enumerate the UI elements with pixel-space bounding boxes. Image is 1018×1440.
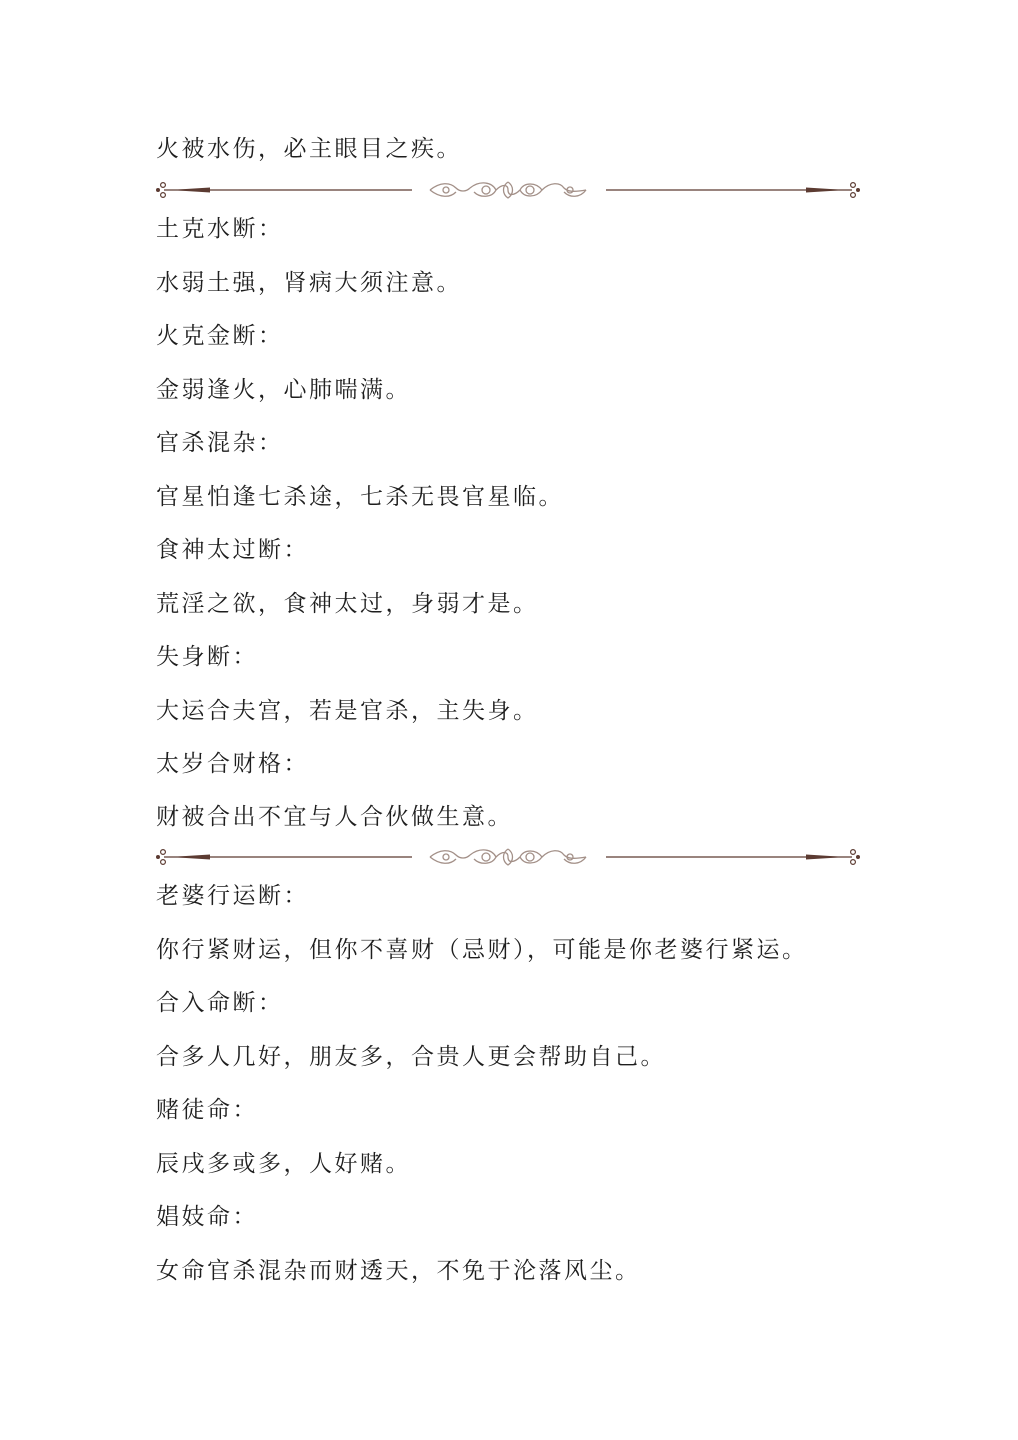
section-heading: 老婆行运断： <box>156 883 309 909</box>
text-line: 女命官杀混杂而财透天，不免于沦落风尘。 <box>156 1258 641 1284</box>
section-heading: 火克金断： <box>156 323 284 349</box>
section-heading: 食神太过断： <box>156 537 309 563</box>
section-heading: 赌徒命： <box>156 1097 258 1123</box>
section-heading: 合入命断： <box>156 990 284 1016</box>
divider-ornament <box>150 845 866 869</box>
section-heading: 失身断： <box>156 644 258 670</box>
text-line: 金弱逢火，心肺喘满。 <box>156 377 411 403</box>
ornamental-divider <box>150 178 866 202</box>
text-line: 水弱土强，肾病大须注意。 <box>156 270 462 296</box>
text-line: 火被水伤，必主眼目之疾。 <box>156 136 462 162</box>
ornamental-divider <box>150 845 866 869</box>
text-line: 官星怕逢七杀途，七杀无畏官星临。 <box>156 484 564 510</box>
text-line: 荒淫之欲，食神太过，身弱才是。 <box>156 591 539 617</box>
text-line: 辰戌多或多，人好赌。 <box>156 1151 411 1177</box>
divider-ornament <box>150 178 866 202</box>
text-line: 合多人几好，朋友多，合贵人更会帮助自己。 <box>156 1044 666 1070</box>
text-line: 大运合夫宫，若是官杀，主失身。 <box>156 698 539 724</box>
text-line: 你行紧财运，但你不喜财（忌财），可能是你老婆行紧运。 <box>156 937 808 963</box>
section-heading: 太岁合财格： <box>156 751 309 777</box>
section-heading: 娼妓命： <box>156 1204 258 1230</box>
section-heading: 土克水断： <box>156 216 284 242</box>
text-line: 财被合出不宜与人合伙做生意。 <box>156 804 513 830</box>
section-heading: 官杀混杂： <box>156 430 284 456</box>
